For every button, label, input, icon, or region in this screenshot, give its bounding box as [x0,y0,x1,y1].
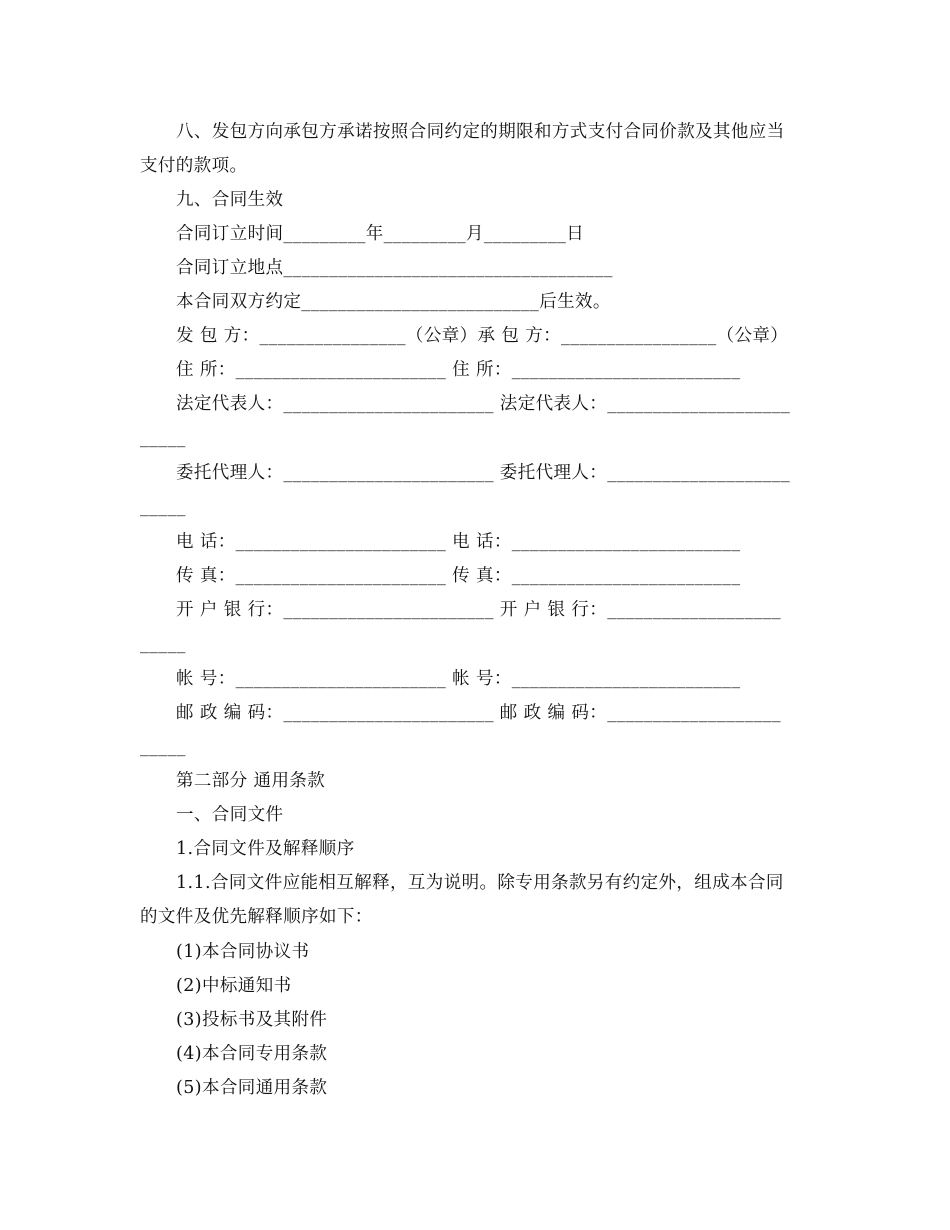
list-item: (4)本合同专用条款 [176,1044,328,1064]
clause-1-1-line-2: 的文件及优先解释顺序如下： [140,907,373,927]
address-row: 住 所：_______________________ 住 所：_________________________ [176,360,741,380]
account-row: 帐 号：_______________________ 帐 号：_________________________ [176,669,741,689]
bank-row-continuation: _____ [140,634,186,654]
list-item: (3)投标书及其附件 [176,1010,328,1030]
effective-condition-field: 本合同双方约定__________________________后生效。 [176,292,611,312]
bank-row: 开 户 银 行：_______________________ 开 户 银 行：___________________ [176,600,782,620]
list-item: (5)本合同通用条款 [176,1078,328,1098]
clause-9-heading: 九、合同生效 [176,190,284,210]
agent-row: 委托代理人：_______________________ 委托代理人：____________________ [176,463,791,483]
list-item: (1)本合同协议书 [176,942,310,962]
signing-place-field: 合同订立地点____________________________________ [176,258,613,278]
parties-row: 发 包 方：________________（公章）承 包 方：_________________（公章） [176,326,789,346]
subsection-1-heading: 1.合同文件及解释顺序 [176,839,355,859]
agent-row-continuation: _____ [140,497,186,517]
section-1-heading: 一、合同文件 [176,805,284,825]
part-two-heading: 第二部分 通用条款 [176,771,326,791]
phone-row: 电 话：_______________________ 电 话：_________________________ [176,532,741,552]
postcode-row-continuation: _____ [140,737,186,757]
postcode-row: 邮 政 编 码：_______________________ 邮 政 编 码：___________________ [176,703,782,723]
list-item: (2)中标通知书 [176,976,292,996]
legal-rep-row-continuation: _____ [140,428,186,448]
clause-8-line-2: 支付的款项。 [140,156,248,176]
clause-1-1-line-1: 1.1.合同文件应能相互解释，互为说明。除专用条款另有约定外，组成本合同 [176,873,784,893]
signing-date-field: 合同订立时间_________年_________月_________日 [176,224,585,244]
fax-row: 传 真：_______________________ 传 真：_________________________ [176,566,741,586]
legal-rep-row: 法定代表人：_______________________ 法定代表人：____________________ [176,394,791,414]
clause-8-line-1: 八、发包方向承包方承诺按照合同约定的期限和方式支付合同价款及其他应当 [176,122,785,142]
